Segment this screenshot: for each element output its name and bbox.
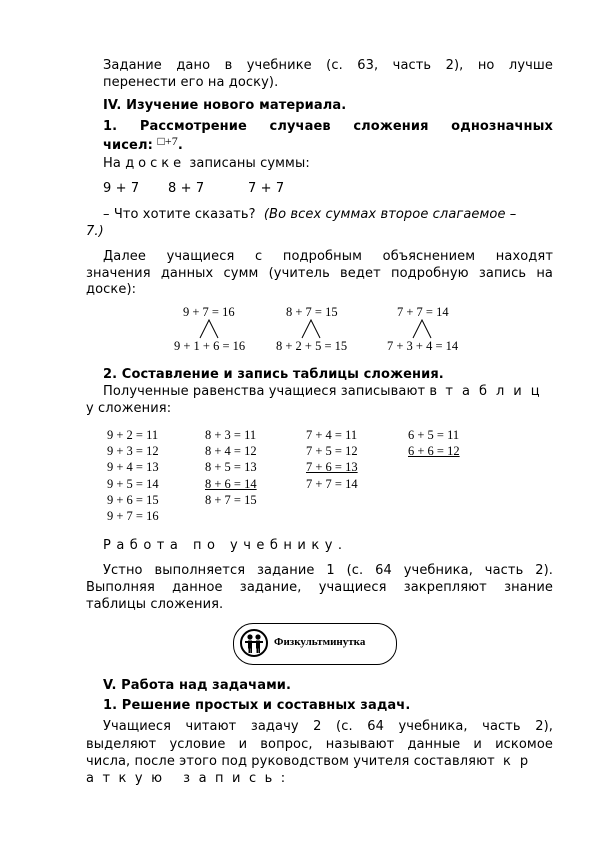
decomp-2-top: 8 + 7 = 15 xyxy=(286,305,338,319)
question-line xyxy=(103,207,516,222)
decomp-2-branch xyxy=(300,318,324,340)
explain-line-2: значения данных сумм (учитель ведет подробную запись на xyxy=(86,266,553,281)
table-cell: 8 + 7 = 15 xyxy=(205,492,257,507)
answer-1: (Во всех суммах второе слагаемое – xyxy=(263,207,517,222)
sub1-end: . xyxy=(177,138,183,153)
table-col-3 xyxy=(306,427,358,492)
sum-3: 7 + 7 xyxy=(248,181,285,196)
table-cell: 8 + 3 = 11 xyxy=(205,428,257,442)
table-col-4 xyxy=(408,427,460,459)
section-5-spaced-1: кр xyxy=(503,754,538,769)
section-5-line-3 xyxy=(86,754,537,769)
table-cell: 9 + 3 = 12 xyxy=(107,444,159,459)
table-cell: 8 + 5 = 13 xyxy=(205,460,257,475)
table-col-1 xyxy=(107,427,159,524)
section-5-line-2: выделяют условие и вопрос, называют данные и искомое xyxy=(86,737,553,752)
two-people-icon xyxy=(240,629,268,657)
table-cell: 7 + 7 = 14 xyxy=(306,476,358,491)
table-cell: 6 + 5 = 11 xyxy=(408,428,460,442)
fizkultminutka-label: Физкультминутка xyxy=(274,636,366,648)
board-suffix: записаны суммы: xyxy=(185,156,310,171)
table-cell: 7 + 6 = 13 xyxy=(306,460,358,475)
work-line-1: Устно выполняется задание 1 (с. 64 учебника, часть 2). xyxy=(103,563,553,578)
explain-line-1: Далее учащиеся с подробным объяснением находят xyxy=(103,249,553,264)
intro-line-2: перенести его на доску). xyxy=(103,75,279,90)
sub1-formula: □+7 xyxy=(157,134,178,148)
table-col-2 xyxy=(205,427,257,508)
board-line xyxy=(103,156,310,171)
section-5-heading: V. Работа над задачами. xyxy=(103,678,292,693)
work-spaced: Работа по учебнику. xyxy=(103,538,348,553)
work-line-2: Выполняя данное задание, учащиеся закрепляют знание xyxy=(86,580,553,595)
section-2-spaced-2: у xyxy=(86,401,94,416)
question: – Что хотите сказать? xyxy=(103,207,256,222)
table-cell: 9 + 7 = 16 xyxy=(107,509,159,524)
section-4-sub1-line-2 xyxy=(103,134,183,153)
table-cell: 7 + 4 = 11 xyxy=(306,428,358,442)
section-2-spaced-1: таблиц xyxy=(445,384,549,399)
table-cell: 9 + 4 = 13 xyxy=(107,460,159,475)
section-2-rest: сложения: xyxy=(93,401,172,416)
decomp-3-bottom: 7 + 3 + 4 = 14 xyxy=(387,339,459,353)
section-2-line-1 xyxy=(103,384,549,399)
fizkultminutka-badge xyxy=(233,623,397,665)
table-cell: 9 + 2 = 11 xyxy=(107,428,159,442)
board-spaced: доске xyxy=(125,156,186,171)
table-cell: 9 + 5 = 14 xyxy=(107,476,159,491)
section-4-sub1-line-1: 1. Рассмотрение случаев сложения однозначных xyxy=(103,119,553,134)
board-prefix: На xyxy=(103,156,126,171)
table-cell: 9 + 6 = 15 xyxy=(107,492,159,507)
section-2-text: Полученные равенства учащиеся записывают в xyxy=(103,384,438,399)
table-cell: 8 + 6 = 14 xyxy=(205,476,257,491)
decomp-3-branch xyxy=(411,318,435,340)
decomp-2-bottom: 8 + 2 + 5 = 15 xyxy=(276,339,348,353)
section-4-heading: IV. Изучение нового материала. xyxy=(103,98,347,113)
table-cell: 8 + 4 = 12 xyxy=(205,444,257,459)
section-5-line-4: аткую запись: xyxy=(86,771,294,786)
section-5-text: числа, после этого под руководством учителя составляют xyxy=(86,754,495,769)
sum-2: 8 + 7 xyxy=(168,181,205,196)
section-2-heading: 2. Составление и запись таблицы сложения. xyxy=(103,367,444,382)
decomp-3-top: 7 + 7 = 14 xyxy=(397,305,449,319)
table-cell: 6 + 6 = 12 xyxy=(408,444,460,459)
section-5-line-1: Учащиеся читают задачу 2 (с. 64 учебника, часть 2), xyxy=(103,719,553,734)
intro-line-1: Задание дано в учебнике (с. 63, часть 2), но лучше xyxy=(103,58,553,73)
decomp-1-branch xyxy=(198,318,222,340)
decomp-1-top: 9 + 7 = 16 xyxy=(183,305,235,319)
work-line-3: таблицы сложения. xyxy=(86,597,224,612)
section-5-sub1: 1. Решение простых и составных задач. xyxy=(103,698,411,713)
sum-1: 9 + 7 xyxy=(103,181,140,196)
section-2-line-2 xyxy=(86,401,171,416)
explain-line-3: доске): xyxy=(86,282,137,297)
answer-2: 7.) xyxy=(86,224,104,239)
table-cell: 7 + 5 = 12 xyxy=(306,444,358,459)
sub1-label: чисел: xyxy=(103,138,153,153)
decomp-1-bottom: 9 + 1 + 6 = 16 xyxy=(174,339,246,353)
